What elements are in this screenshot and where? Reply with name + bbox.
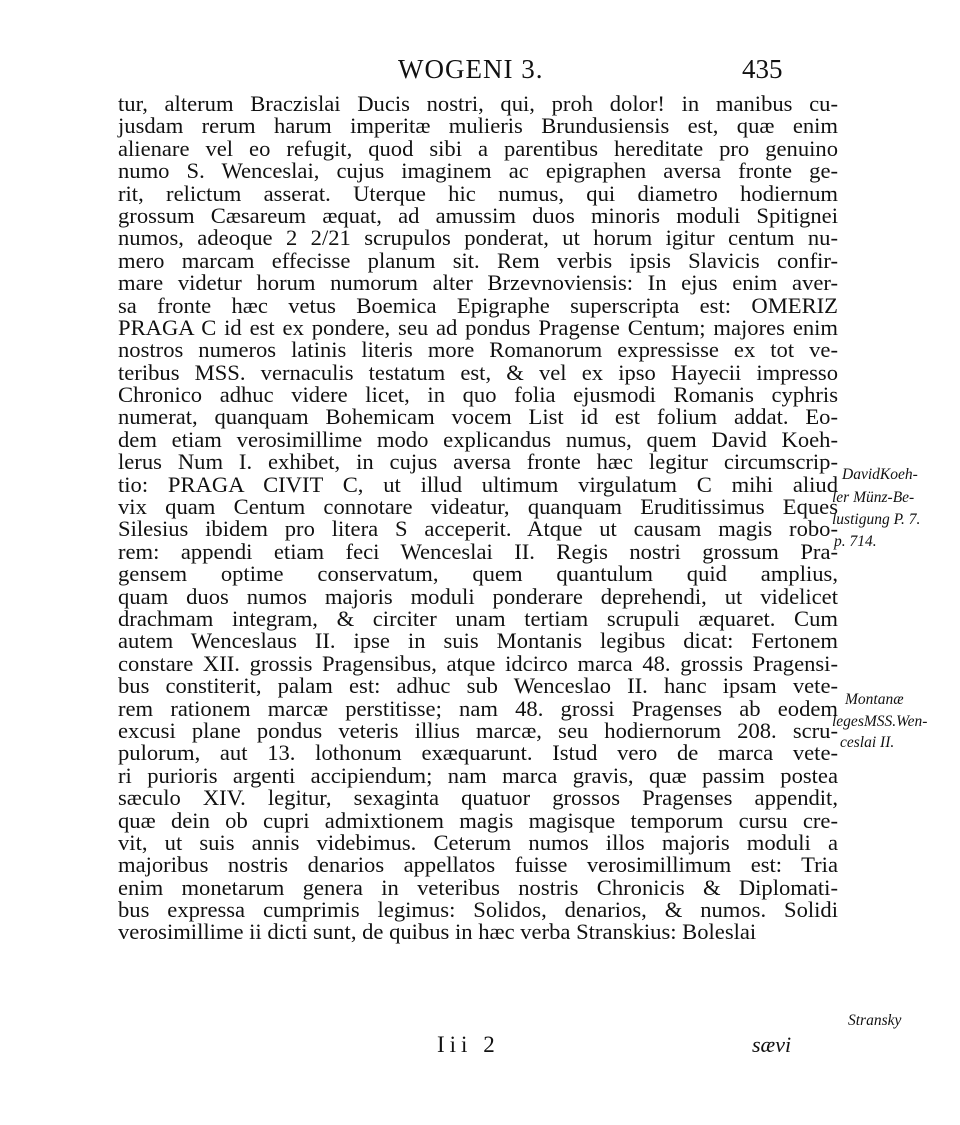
text-line: bus expressa cumprimis legimus: Solidos, denarios, & numos. Solidi	[118, 897, 838, 923]
margin-note: DavidKoeh-	[842, 466, 918, 483]
text-line: excusi plane pondus veteris illius marcæ, seu hodiernorum 208. scru-	[118, 717, 838, 743]
margin-note: p. 714.	[834, 533, 877, 550]
text-line: sæculo XIV. legitur, sexaginta quatuor grossos Pragenses appendit,	[118, 785, 838, 811]
text-line: pulorum, aut 13. lothonum exæquarunt. Istud vero de marca vete-	[118, 740, 838, 766]
text-line: quam duos numos majoris moduli ponderare deprehendi, ut videlicet	[118, 583, 838, 609]
text-line: Silesius ibidem pro litera S acceperit. Atque ut causam magis robo-	[118, 516, 838, 542]
margin-note: Montanæ	[845, 691, 904, 708]
text-line: tur, alterum Braczislai Ducis nostri, qui, proh dolor! in manibus cu-	[118, 91, 838, 116]
page-header	[0, 54, 960, 94]
text-line: autem Wenceslaus II. ipse in suis Montanis legibus dicat: Fertonem	[118, 628, 838, 654]
margin-note: legesMSS.Wen-	[832, 713, 928, 730]
text-line: alienare vel eo refugit, quod sibi a parentibus hereditate pro genuino	[118, 135, 838, 161]
text-line: tio: PRAGA CIVIT C, ut illud ultimum virgulatum C mihi aliud	[118, 471, 838, 497]
text-line: vit, ut suis annis videbimus. Ceterum numos illos majoris moduli a	[118, 829, 838, 855]
text-line: numo S. Wenceslai, cujus imaginem ac epigraphen aversa fronte ge-	[118, 158, 838, 184]
body-text	[118, 93, 838, 944]
text-line: sa fronte hæc vetus Boemica Epigraphe superscripta est: OMERIZ	[118, 292, 838, 318]
text-line: numerat, quanquam Bohemicam vocem List id est folium addat. Eo-	[118, 404, 838, 430]
text-line: rem: appendi etiam feci Wenceslai II. Regis nostri grossum Pra-	[118, 538, 838, 564]
page-number: 435	[742, 54, 783, 84]
catchword: sævi	[752, 1032, 792, 1057]
text-line: PRAGA C id est ex pondere, seu ad pondus Pragense Centum; majores enim	[118, 314, 838, 340]
text-line: numos, adeoque 2 2/21 scrupulos ponderat, ut horum igitur centum nu-	[118, 225, 838, 251]
text-line: verosimillime ii dicti sunt, de quibus in hæc verba Stranskius: Boleslai	[118, 919, 757, 945]
margin-note: Stransky	[848, 1012, 902, 1029]
text-line: teribus MSS. vernaculis testatum est, & vel ex ipso Hayecii impresso	[118, 359, 838, 385]
text-line: mero marcam effecisse planum sit. Rem verbis ipsis Slavicis confir-	[118, 247, 838, 273]
text-line: vix quam Centum connotare videatur, quanquam Eruditissimus Eques	[118, 494, 838, 520]
signature-mark: Iii 2	[437, 1032, 500, 1057]
text-line: ri purioris argenti accipiendum; nam marca gravis, quæ passim postea	[118, 762, 838, 788]
text-line: majoribus nostris denarios appellatos fuisse verosimillimum est: Tria	[118, 852, 838, 878]
text-line: rit, relictum asserat. Uterque hic numus, qui diametro hodiernum	[118, 180, 838, 206]
margin-note: ceslai II.	[840, 734, 895, 751]
text-line: enim monetarum genera in veteribus nostris Chronicis & Diplomati-	[118, 874, 838, 900]
text-line: rem rationem marcæ perstitisse; nam 48. grossi Pragenses ab eodem	[118, 695, 838, 721]
text-line: dem etiam verosimillime modo explicandus numus, quem David Koeh-	[118, 426, 838, 452]
text-line: constare XII. grossis Pragensibus, atque idcirco marca 48. grossis Pragensi-	[118, 650, 838, 676]
page-footer	[0, 1032, 960, 1066]
text-line: quæ dein ob cupri admixtionem magis magisque temporum cursu cre-	[118, 807, 838, 833]
text-line: mare videtur horum numorum alter Brzevnoviensis: In ejus enim aver-	[118, 270, 838, 296]
text-line: grossum Cæsareum æquat, ad amussim duos minoris moduli Spitignei	[118, 202, 838, 228]
text-line: bus constiterit, palam est: adhuc sub Wenceslao II. hanc ipsam vete-	[118, 673, 838, 699]
text-line: Chronico adhuc videre licet, in quo folia ejusmodi Romanis cyphris	[118, 382, 838, 408]
text-line: jusdam rerum harum imperitæ mulieris Brundusiensis est, quæ enim	[118, 113, 838, 139]
text-line: gensem optime conservatum, quem quantulum quid amplius,	[118, 561, 838, 587]
text-line: lerus Num I. exhibet, in cujus aversa fronte hæc legitur circumscrip-	[118, 449, 838, 475]
margin-note: lustigung P. 7.	[832, 511, 921, 528]
margin-note: ler Münz-Be-	[832, 489, 915, 506]
running-title: WOGENI 3.	[398, 54, 544, 84]
text-line: nostros numeros latinis literis more Romanorum expressisse ex tot ve-	[118, 337, 838, 363]
text-line: drachmam integram, & circiter unam tertiam scrupuli æquaret. Cum	[118, 605, 838, 631]
